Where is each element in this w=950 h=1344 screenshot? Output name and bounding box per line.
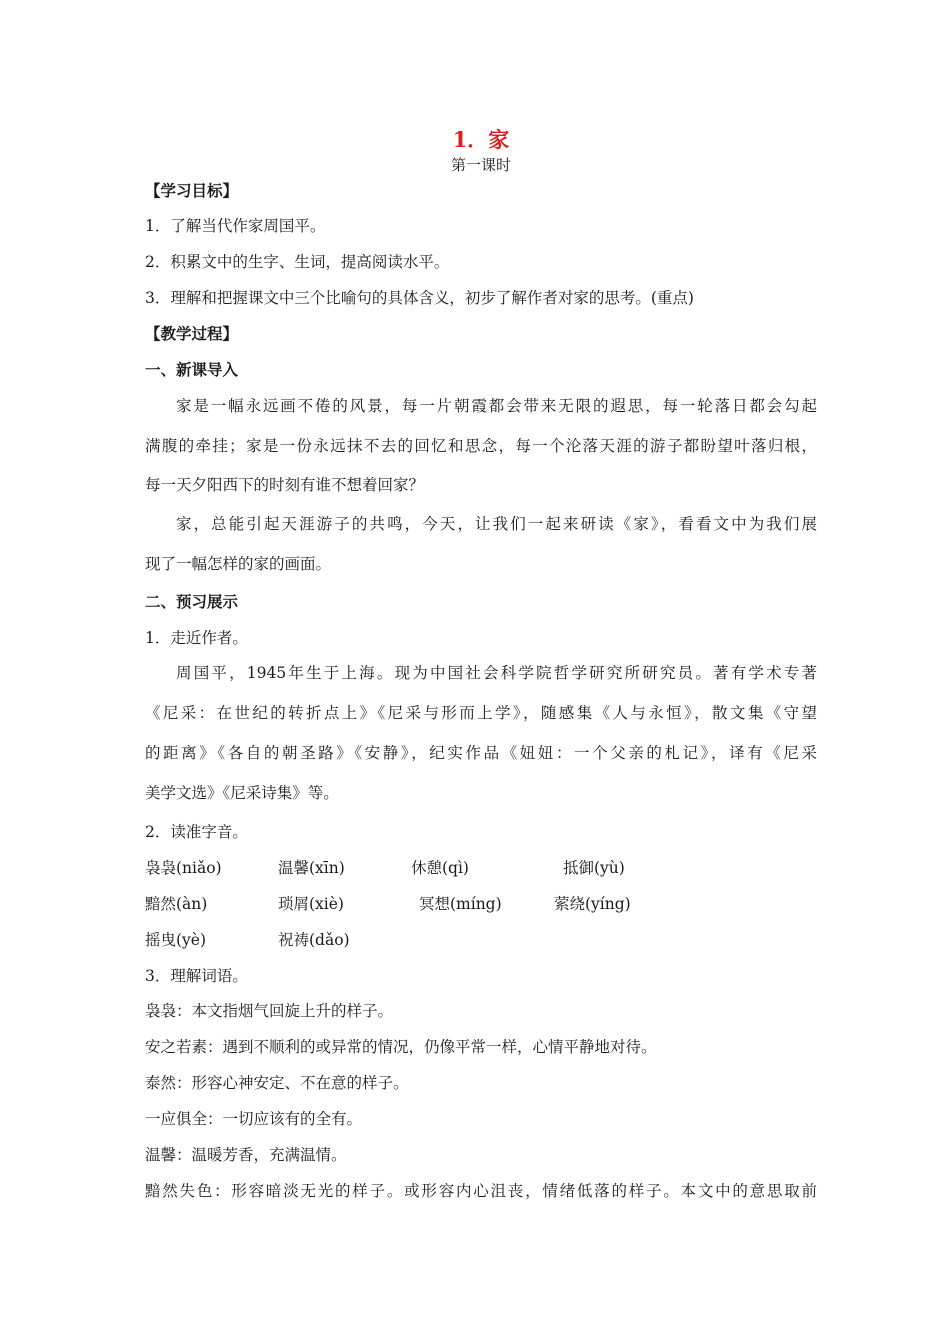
section-heading: 一、新课导入	[145, 360, 239, 379]
definition-item: 温馨：温暖芳香，充满温情。	[145, 1146, 347, 1164]
pronunciation-item: 萦绕(yíng)	[554, 895, 631, 913]
goals-heading: 【学习目标】	[145, 181, 239, 200]
pronunciation-item: 抵御(yù)	[563, 859, 625, 877]
paragraph-line: 的距离》《各自的朝圣路》《安静》，纪实作品《妞妞：一个父亲的札记》，译有《尼采	[145, 744, 817, 762]
section-heading: 二、预习展示	[145, 592, 239, 611]
definition-item: 一应俱全：一切应该有的全有。	[145, 1110, 363, 1128]
paragraph-line: 《尼采：在世纪的转折点上》《尼采与形而上学》，随感集《人与永恒》，散文集《守望	[145, 704, 817, 722]
pronunciation-item: 袅袅(niǎo)	[145, 859, 222, 877]
definition-item: 安之若素：遇到不顺利的或异常的情况，仍像平常一样，心情平静地对待。	[145, 1038, 657, 1056]
pronunciation-item: 温馨(xīn)	[278, 859, 345, 877]
pronunciation-item: 琐屑(xiè)	[278, 895, 344, 913]
paragraph-line: 家是一幅永远画不倦的风景，每一片朝霞都会带来无限的遐思，每一轮落日都会勾起	[176, 397, 817, 415]
definition-item: 袅袅：本文指烟气回旋上升的样子。	[145, 1002, 394, 1020]
goal-item: 2．积累文中的生字、生词，提高阅读水平。	[145, 253, 450, 271]
list-item: 3．理解词语。	[145, 967, 248, 985]
pronunciation-item: 休憩(qì)	[411, 859, 469, 877]
definition-item: 黯然失色：形容暗淡无光的样子。或形容内心沮丧，情绪低落的样子。本文中的意思取前	[145, 1182, 817, 1200]
process-heading: 【教学过程】	[145, 324, 239, 343]
definition-item: 泰然：形容心神安定、不在意的样子。	[145, 1074, 409, 1092]
pronunciation-item: 黯然(àn)	[145, 895, 208, 913]
pronunciation-item: 祝祷(dǎo)	[278, 931, 350, 949]
list-item: 1．走近作者。	[145, 629, 248, 647]
goal-item: 3．理解和把握课文中三个比喻句的具体含义，初步了解作者对家的思考。(重点)	[145, 289, 694, 307]
page-subtitle: 第一课时	[450, 156, 511, 174]
goal-item: 1．了解当代作家周国平。	[145, 217, 326, 235]
paragraph-line: 家，总能引起天涯游子的共鸣，今天，让我们一起来研读《家》，看看文中为我们展	[176, 515, 817, 533]
paragraph-line: 周国平，1945年生于上海。现为中国社会科学院哲学研究所研究员。著有学术专著	[176, 664, 817, 682]
paragraph-line: 现了一幅怎样的家的画面。	[145, 555, 332, 573]
pronunciation-item: 冥想(míng)	[419, 895, 502, 913]
paragraph-line: 美学文选》《尼采诗集》等。	[145, 784, 339, 802]
pronunciation-item: 摇曳(yè)	[145, 931, 207, 949]
page-title: 1．家	[452, 127, 510, 152]
list-item: 2．读准字音。	[145, 823, 248, 841]
paragraph-line: 每一天夕阳西下的时刻有谁不想着回家？	[145, 476, 425, 494]
paragraph-line: 满腹的牵挂；家是一份永远抹不去的回忆和思念，每一个沦落天涯的游子都盼望叶落归根，	[145, 437, 817, 455]
